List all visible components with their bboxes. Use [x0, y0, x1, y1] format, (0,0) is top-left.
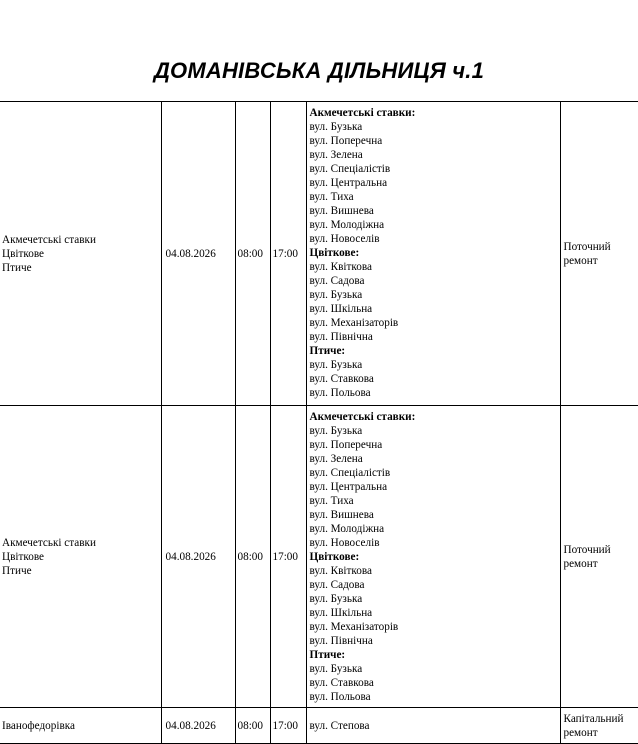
street-name: вул. Шкільна [309, 303, 373, 315]
street-name: вул. Шкільна [309, 607, 373, 619]
outage-schedule-table [0, 101, 638, 744]
street-name: вул. Бузька [309, 289, 363, 301]
settlement-name: Птиче [2, 564, 32, 577]
end-time-cell: 17:00 [270, 406, 306, 708]
settlement-name: Цвіткове [2, 550, 45, 563]
street-name: вул. Північна [309, 331, 373, 343]
start-time-cell: 08:00 [235, 708, 270, 744]
date-cell: 04.08.2026 [161, 102, 235, 406]
settlement-heading: Цвіткове: [309, 551, 360, 563]
table-row [0, 708, 638, 744]
street-name: вул. Новоселів [309, 537, 380, 549]
settlement-heading: Цвіткове: [309, 247, 360, 259]
streets-cell [306, 708, 560, 744]
work-type-text: Капітальний [563, 712, 624, 725]
page-title: ДОМАНІВСЬКА ДІЛЬНИЦЯ ч.1 [153, 58, 485, 83]
work-type-text: ремонт [563, 557, 598, 570]
settlement-heading: Птиче: [309, 345, 346, 357]
work-type-cell [560, 102, 638, 406]
work-type-text: Поточний [563, 240, 611, 253]
street-name: вул. Поперечна [309, 439, 383, 451]
end-time-cell: 17:00 [270, 708, 306, 744]
street-name: вул. Зелена [309, 453, 363, 465]
work-type-text: ремонт [563, 254, 598, 267]
street-name: вул. Бузька [309, 121, 363, 133]
street-name: вул. Механізаторів [309, 621, 399, 633]
street-name: вул. Степова [309, 719, 370, 732]
street-name: вул. Молодіжна [309, 523, 385, 535]
street-name: вул. Зелена [309, 149, 363, 161]
street-name: вул. Бузька [309, 663, 363, 675]
settlements-cell [0, 406, 161, 708]
street-name: вул. Польова [309, 387, 371, 399]
settlement-heading: Акмечетські ставки: [309, 411, 416, 423]
settlement-name: Акмечетські ставки [2, 233, 96, 246]
streets-cell [306, 406, 560, 708]
street-name: вул. Вишнева [309, 205, 374, 217]
street-name: вул. Новоселів [309, 233, 380, 245]
street-name: вул. Бузька [309, 359, 363, 371]
street-name: вул. Бузька [309, 593, 363, 605]
settlements-cell [0, 708, 161, 744]
street-name: вул. Квіткова [309, 565, 372, 577]
street-name: вул. Центральна [309, 481, 388, 493]
start-time-cell: 08:00 [235, 406, 270, 708]
end-time-cell: 17:00 [270, 102, 306, 406]
street-name: вул. Бузька [309, 425, 363, 437]
street-name: вул. Квіткова [309, 261, 372, 273]
settlements-cell [0, 102, 161, 406]
street-name: вул. Ставкова [309, 677, 374, 689]
street-name: вул. Тиха [309, 495, 354, 507]
settlement-name: Цвіткове [2, 247, 45, 260]
street-name: вул. Садова [309, 579, 365, 591]
start-time-cell: 08:00 [235, 102, 270, 406]
work-type-text: ремонт [563, 726, 598, 739]
street-name: вул. Механізаторів [309, 317, 399, 329]
street-name: вул. Північна [309, 635, 373, 647]
street-name: вул. Тиха [309, 191, 354, 203]
street-name: вул. Поперечна [309, 135, 383, 147]
table-row [0, 406, 638, 708]
street-name: вул. Спеціалістів [309, 467, 391, 479]
street-name: вул. Центральна [309, 177, 388, 189]
settlement-heading: Акмечетські ставки: [309, 107, 416, 119]
street-name: вул. Молодіжна [309, 219, 385, 231]
settlement-name: Акмечетські ставки [2, 536, 96, 549]
date-cell: 04.08.2026 [161, 708, 235, 744]
work-type-cell [560, 708, 638, 744]
settlement-heading: Птиче: [309, 649, 346, 661]
street-name: вул. Садова [309, 275, 365, 287]
streets-cell [306, 102, 560, 406]
street-name: вул. Польова [309, 691, 371, 703]
date-cell: 04.08.2026 [161, 406, 235, 708]
settlement-name: Іванофедорівка [2, 719, 75, 732]
street-name: вул. Вишнева [309, 509, 374, 521]
work-type-text: Поточний [563, 543, 611, 556]
street-name: вул. Спеціалістів [309, 163, 391, 175]
table-row [0, 102, 638, 406]
work-type-cell [560, 406, 638, 708]
street-name: вул. Ставкова [309, 373, 374, 385]
settlement-name: Птиче [2, 261, 32, 274]
